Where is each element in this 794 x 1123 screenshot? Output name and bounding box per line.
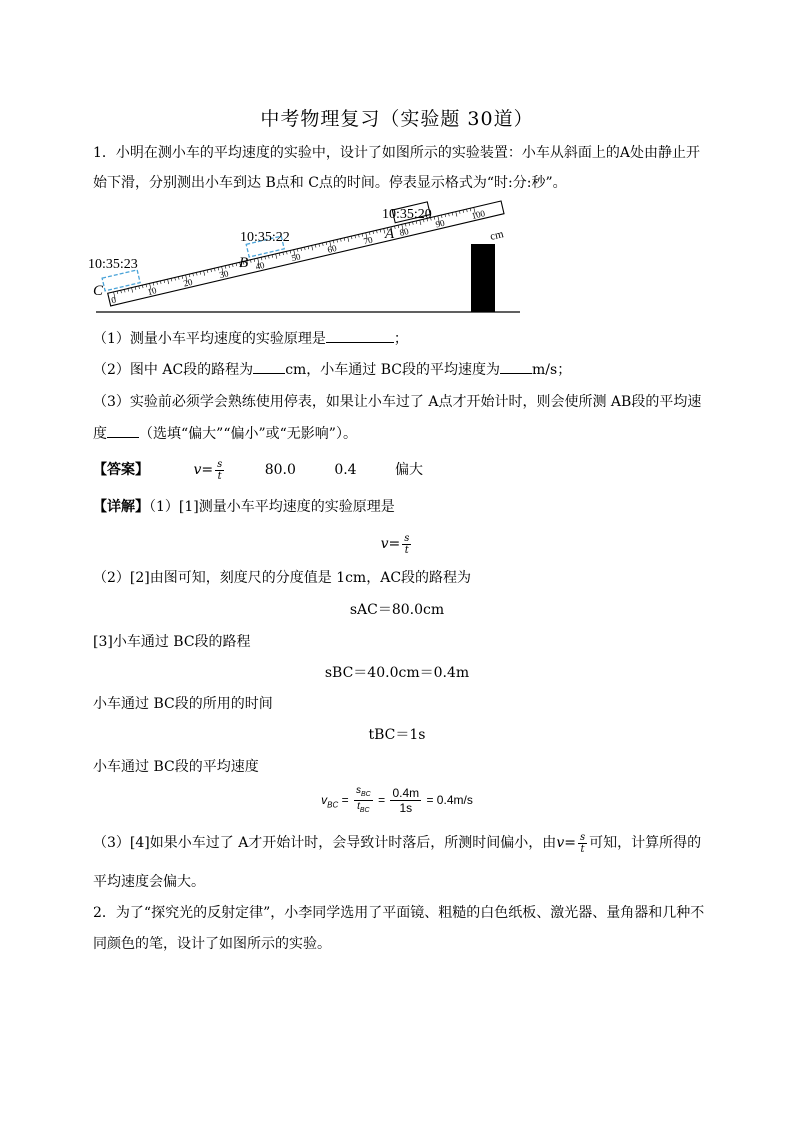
ruler-tick-label: 60 <box>326 242 338 255</box>
ruler-unit: cm <box>488 228 505 243</box>
question-1-sub3-line2 <box>93 423 713 444</box>
answer-label: 【答案】 <box>93 462 149 478</box>
sub3-suffix: （选填“偏大”“偏小”或“无影响”）。 <box>139 426 357 442</box>
answer-3: 0.4 <box>334 462 357 478</box>
detail-line-5: 小车通过 BC段的平均速度 <box>93 759 259 775</box>
answer-blank-3[interactable] <box>500 359 532 374</box>
formula-v-s-t: v= $\frac{s}{t}$ <box>380 532 410 556</box>
time-label-b: 10:35:22 <box>240 230 290 245</box>
detail-line-1: 【详解】（1）[1]测量小车平均速度的实验原理是 <box>93 499 395 515</box>
point-label-b: B <box>239 255 249 271</box>
equation-s-ac: sAC＝80.0cm <box>349 602 445 618</box>
detail-label: 【详解】 <box>93 499 149 515</box>
answer-2: 80.0 <box>264 462 296 478</box>
answer-row <box>93 455 713 485</box>
time-label-a: 10:35:20 <box>382 207 432 222</box>
equation-t-bc: tBC＝1s <box>368 727 426 743</box>
sub1-prefix: （1）测量小车平均速度的实验原理是 <box>93 331 326 347</box>
page-title: 中考物理复习（实验题 30道） <box>260 108 534 130</box>
answer-blank-4[interactable] <box>107 423 139 438</box>
sub2-part-c: m/s； <box>532 362 572 378</box>
detail-line-6: （3）[4]如果小车过了 A才开始计时，会导致计时落后，所测时间偏小，由v= $\frac{s}{t}$ 可知，计算所得的 <box>93 831 702 855</box>
question-1-sub3-line1: （3）实验前必须学会熟练使用停表，如果让小车过了 A点才开始计时，则会使所测 AB段的平均速 <box>93 394 702 410</box>
ruler-tick-label: 100 <box>470 208 486 221</box>
question-2-text-line1: 2．为了“探究光的反射定律”，小李同学选用了平面镜、粗糙的白色纸板、激光器、量角器和几种不 <box>93 905 705 921</box>
answer-blank-1[interactable] <box>326 328 394 343</box>
answer-4: 偏大 <box>395 462 424 478</box>
ruler-tick-label: 40 <box>254 259 266 272</box>
ruler-tick-label: 20 <box>182 276 194 289</box>
detail-line-4: 小车通过 BC段的所用的时间 <box>93 696 273 712</box>
sub2-part-b: cm，小车通过 BC段的平均速度为 <box>285 362 501 378</box>
question-1-sub1 <box>93 328 713 349</box>
question-1-text-line1: 1．小明在测小车的平均速度的实验中，设计了如图所示的实验装置：小车从斜面上的A处由静止开 <box>93 145 701 161</box>
question-2-text-line2: 同颜色的笔，设计了如图所示的实验。 <box>93 936 331 952</box>
sub2-part-a: （2）图中 AC段的路程为 <box>93 362 254 378</box>
sub1-suffix: ； <box>393 331 408 347</box>
ruler-tick-label: 90 <box>434 217 446 230</box>
question-1-sub2 <box>93 359 713 380</box>
ruler-tick-label: 10 <box>146 285 158 298</box>
incline-figure <box>88 200 528 318</box>
detail-line-3: [3]小车通过 BC段的路程 <box>93 634 251 650</box>
ruler-tick-label: 50 <box>290 251 302 264</box>
point-label-c: C <box>93 283 104 299</box>
ruler-tick-label: 80 <box>398 226 410 238</box>
ruler-tick-label: 70 <box>362 234 374 247</box>
equation-v-bc: $v_{BC}$ = $\frac{s_{BC}}{t_{BC}}$ = $\frac{0.4m}{1s}$ = 0.4m/s <box>321 785 473 816</box>
time-label-c: 10:35:23 <box>88 257 138 272</box>
ruler-tick-label: 0 <box>110 294 118 306</box>
answer-1-formula: v= $\frac{s}{t}$ <box>193 458 223 482</box>
support-block <box>471 244 495 312</box>
ruler-tick-label: 30 <box>218 268 230 281</box>
detail-line-2: （2）[2]由图可知，刻度尺的分度值是 1cm，AC段的路程为 <box>93 570 472 586</box>
ruler <box>108 201 504 306</box>
question-1-text-line2: 始下滑，分别测出小车到达 B点和 C点的时间。停表显示格式为“时:分:秒”。 <box>93 175 567 191</box>
detail-line-7: 平均速度会偏大。 <box>93 874 205 890</box>
equation-s-bc: sBC＝40.0cm＝0.4m <box>324 665 470 681</box>
answer-blank-2[interactable] <box>253 359 285 374</box>
point-label-a: A <box>385 226 395 242</box>
sub3-prefix: 度 <box>93 426 107 442</box>
